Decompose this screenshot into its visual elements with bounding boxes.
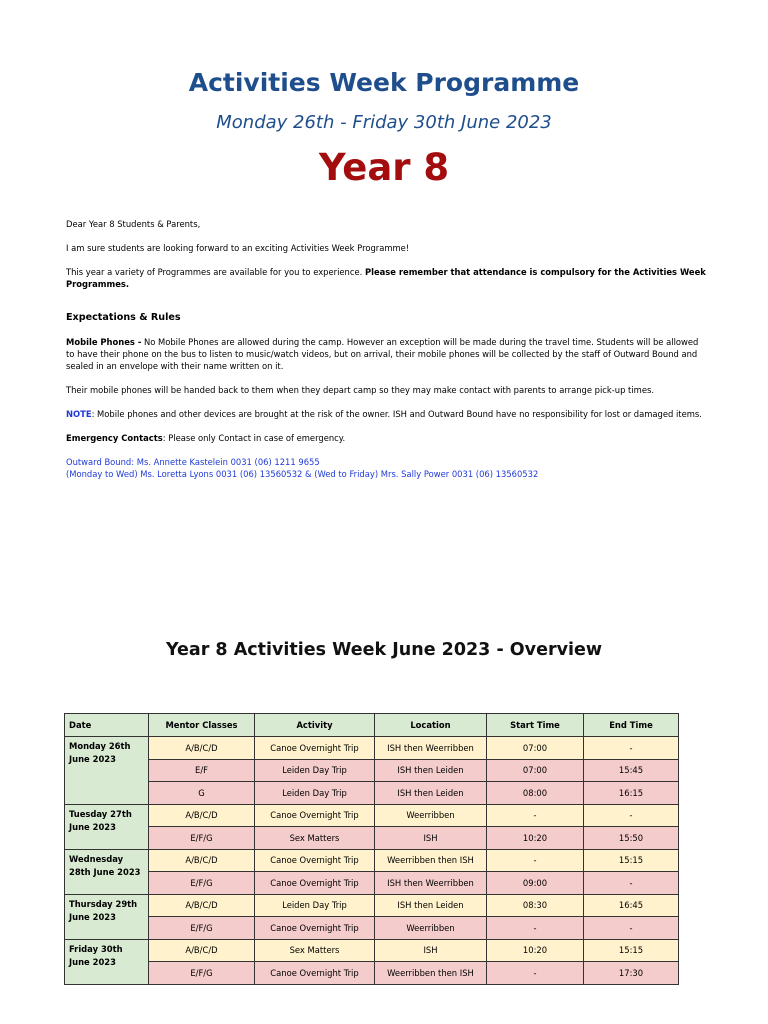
contact-staff: (Monday to Wed) Ms. Loretta Lyons 0031 (06) 13560532 & (Wed to Friday) Mrs. Sally Power 0031 (06) 13560532: [66, 469, 539, 479]
location-cell: ISH: [375, 939, 487, 962]
mentor-cell: A/B/C/D: [149, 804, 255, 827]
end-time-cell: -: [584, 804, 679, 827]
letter-greeting: Dear Year 8 Students & Parents,: [66, 219, 201, 229]
date-range-subtitle: Monday 26th - Friday 30th June 2023: [216, 112, 552, 133]
mentor-cell: A/B/C/D: [149, 737, 255, 760]
location-cell: ISH then Leiden: [375, 782, 487, 805]
date-cell: Tuesday 27th June 2023: [65, 804, 149, 849]
end-time-cell: 16:15: [584, 782, 679, 805]
mentor-cell: E/F/G: [149, 962, 255, 985]
mobile-phones-label: Mobile Phones -: [66, 337, 142, 347]
location-cell: Weerribben: [375, 804, 487, 827]
activity-cell: Canoe Overnight Trip: [255, 962, 375, 985]
mentor-cell: E/F/G: [149, 872, 255, 895]
phones-handback: Their mobile phones will be handed back to them when they depart camp so they may make contact with parents to arrange pick-up times.: [66, 385, 655, 395]
mentor-cell: A/B/C/D: [149, 849, 255, 872]
header-mentor-classes: Mentor Classes: [149, 714, 255, 737]
start-time-cell: -: [487, 804, 584, 827]
start-time-cell: -: [487, 917, 584, 940]
mentor-cell: E/F/G: [149, 827, 255, 850]
activity-cell: Leiden Day Trip: [255, 894, 375, 917]
end-time-cell: 15:45: [584, 759, 679, 782]
emergency-label: Emergency Contacts: [66, 433, 163, 443]
mentor-cell: E/F: [149, 759, 255, 782]
date-cell: Thursday 29th June 2023: [65, 894, 149, 939]
table-row: [65, 737, 679, 760]
year-heading: Year 8: [318, 146, 450, 189]
header-start-time: Start Time: [487, 714, 584, 737]
location-cell: ISH then Leiden: [375, 759, 487, 782]
activity-cell: Sex Matters: [255, 827, 375, 850]
start-time-cell: 07:00: [487, 759, 584, 782]
start-time-cell: 10:20: [487, 827, 584, 850]
mobile-phones-rule: [66, 336, 706, 372]
start-time-cell: -: [487, 849, 584, 872]
start-time-cell: 10:20: [487, 939, 584, 962]
end-time-cell: 15:15: [584, 939, 679, 962]
end-time-cell: 15:15: [584, 849, 679, 872]
date-cell: Friday 30th June 2023: [65, 939, 149, 984]
schedule-table: [64, 713, 679, 985]
table-row: [65, 917, 679, 940]
start-time-cell: 09:00: [487, 872, 584, 895]
table-row: [65, 782, 679, 805]
location-cell: Weerribben: [375, 917, 487, 940]
date-cell: Monday 26th June 2023: [65, 737, 149, 805]
table-row: [65, 804, 679, 827]
mentor-cell: E/F/G: [149, 917, 255, 940]
activity-cell: Leiden Day Trip: [255, 782, 375, 805]
table-row: [65, 872, 679, 895]
schedule-header-row: [65, 714, 679, 737]
attendance-notice: Please remember that attendance is compulsory for the Activities Week Programmes.: [66, 267, 706, 289]
end-time-cell: 15:50: [584, 827, 679, 850]
letter-intro: I am sure students are looking forward to an exciting Activities Week Programme!: [66, 243, 410, 253]
rules-heading: Expectations & Rules: [66, 312, 181, 323]
mobile-phones-text: No Mobile Phones are allowed during the camp. However an exception will be made during the travel time. Students will be allowed to have their phone on the bus to listen to music/watch videos, but on arrival, their mobile phones will be collected by the staff of Outward Bound and sealed in an envelope with their name written on it.: [66, 337, 699, 371]
letter-variety: [66, 266, 706, 290]
header-end-time: End Time: [584, 714, 679, 737]
date-cell: Wednesday 28th June 2023: [65, 849, 149, 894]
table-row: [65, 939, 679, 962]
overview-title: Year 8 Activities Week June 2023 - Overview: [165, 640, 603, 660]
end-time-cell: -: [584, 737, 679, 760]
end-time-cell: -: [584, 872, 679, 895]
location-cell: ISH then Leiden: [375, 894, 487, 917]
header-location: Location: [375, 714, 487, 737]
end-time-cell: -: [584, 917, 679, 940]
emergency-text: : Please only Contact in case of emergency.: [162, 433, 346, 443]
page-title: Activities Week Programme: [188, 68, 580, 97]
location-cell: Weerribben then ISH: [375, 849, 487, 872]
end-time-cell: 17:30: [584, 962, 679, 985]
end-time-cell: 16:45: [584, 894, 679, 917]
mentor-cell: A/B/C/D: [149, 894, 255, 917]
start-time-cell: 07:00: [487, 737, 584, 760]
variety-text: This year a variety of Programmes are available for you to experience.: [66, 267, 363, 277]
mentor-cell: A/B/C/D: [149, 939, 255, 962]
location-cell: ISH then Weerribben: [375, 872, 487, 895]
activity-cell: Sex Matters: [255, 939, 375, 962]
parent-letter: [66, 218, 706, 480]
table-row: [65, 759, 679, 782]
start-time-cell: 08:30: [487, 894, 584, 917]
table-row: [65, 894, 679, 917]
emergency-paragraph: [66, 432, 706, 444]
location-cell: ISH then Weerribben: [375, 737, 487, 760]
activity-cell: Canoe Overnight Trip: [255, 849, 375, 872]
mentor-cell: G: [149, 782, 255, 805]
start-time-cell: -: [487, 962, 584, 985]
location-cell: ISH: [375, 827, 487, 850]
note-paragraph: [66, 408, 706, 420]
note-label: NOTE: [66, 409, 92, 419]
activity-cell: Canoe Overnight Trip: [255, 737, 375, 760]
contact-outward-bound: Outward Bound: Ms. Annette Kastelein 0031 (06) 1211 9655: [66, 457, 320, 467]
header-date: Date: [65, 714, 149, 737]
table-row: [65, 827, 679, 850]
start-time-cell: 08:00: [487, 782, 584, 805]
table-row: [65, 962, 679, 985]
activity-cell: Canoe Overnight Trip: [255, 917, 375, 940]
header-activity: Activity: [255, 714, 375, 737]
activity-cell: Canoe Overnight Trip: [255, 872, 375, 895]
note-text: : Mobile phones and other devices are brought at the risk of the owner. ISH and Outward Bound have no responsibility for lost or damaged items.: [91, 409, 702, 419]
activity-cell: Canoe Overnight Trip: [255, 804, 375, 827]
activity-cell: Leiden Day Trip: [255, 759, 375, 782]
table-row: [65, 849, 679, 872]
location-cell: Weerribben then ISH: [375, 962, 487, 985]
